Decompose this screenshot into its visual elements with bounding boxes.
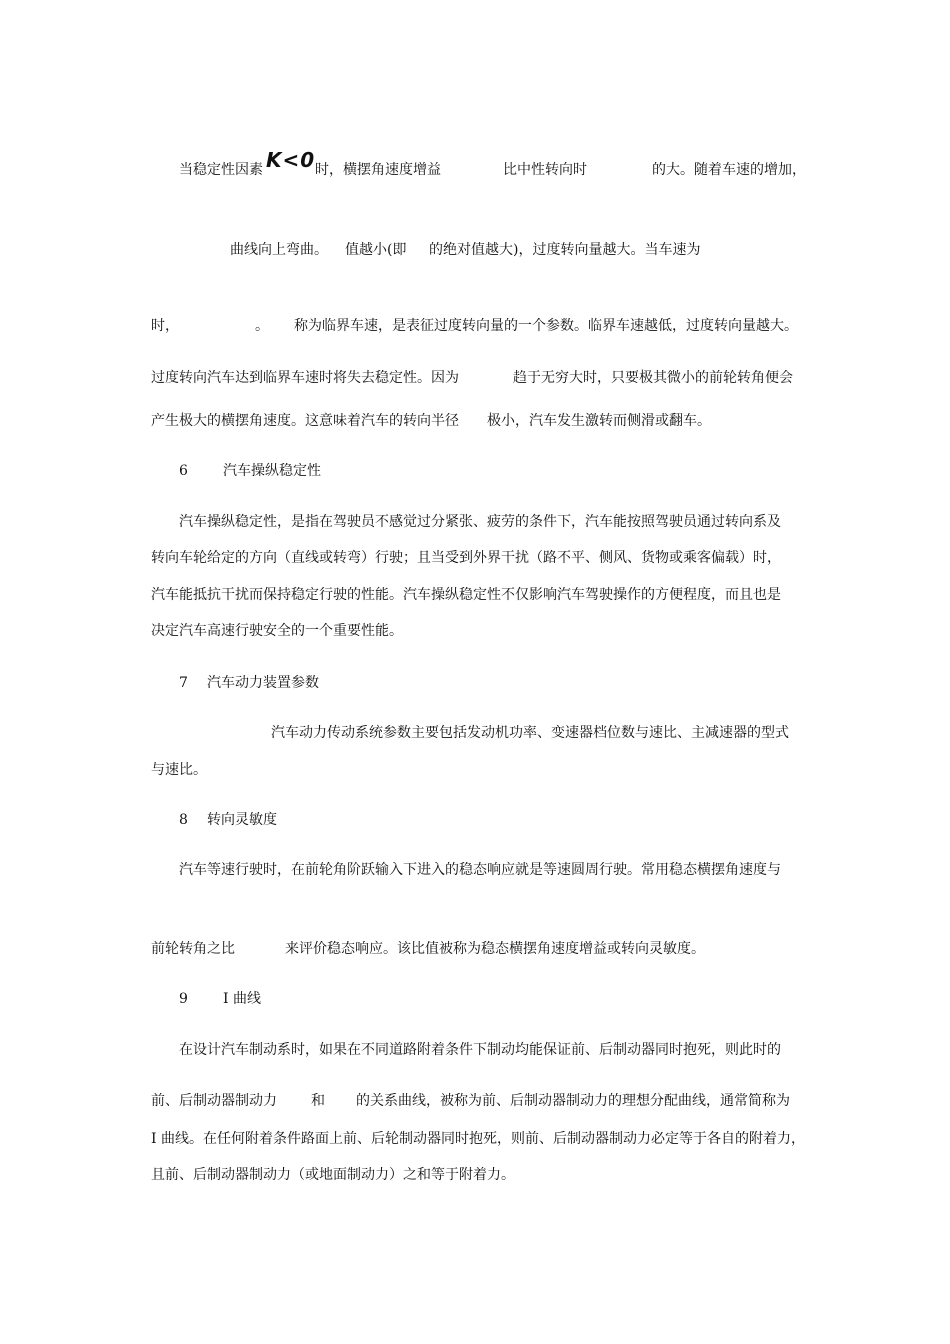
section-7-number: 7: [179, 675, 188, 691]
section-7-title: 汽车动力装置参数: [207, 675, 319, 691]
p1-line1-part1: 当稳定性因素: [179, 162, 263, 178]
section-9-line2-part3: 的关系曲线，被称为前、后制动器制动力的理想分配曲线，通常简称为: [356, 1093, 790, 1109]
section-9-line2-part1: 前、后制动器制动力: [151, 1093, 277, 1109]
section-7-line2: 与速比。: [151, 762, 207, 778]
section-9-line3: I 曲线。在任何附着条件路面上前、后轮制动器同时抱死，则前、后制动器制动力必定等于各自的附着力，: [151, 1131, 805, 1147]
p1-line4-part2: 趋于无穷大时，只要极其微小的前轮转角便会: [513, 370, 793, 386]
stability-factor-formula: K<0: [266, 148, 316, 172]
section-9-number: 9: [179, 991, 188, 1007]
p1-line1-part4: 的大。随着车速的增加，: [652, 162, 806, 178]
section-7-line1: 汽车动力传动系统参数主要包括发动机功率、变速器档位数与速比、主减速器的型式: [271, 725, 789, 741]
p1-line5-part2: 极小，汽车发生激转而侧滑或翻车。: [487, 413, 711, 429]
section-9-line1: 在设计汽车制动系时，如果在不同道路附着条件下制动均能保证前、后制动器同时抱死，则此时的: [179, 1042, 781, 1058]
section-6-line4: 决定汽车高速行驶安全的一个重要性能。: [151, 623, 403, 639]
section-8-title: 转向灵敏度: [207, 812, 277, 828]
section-6-number: 6: [179, 463, 188, 479]
section-8-number: 8: [179, 812, 188, 828]
section-9-line4: 且前、后制动器制动力（或地面制动力）之和等于附着力。: [151, 1167, 515, 1183]
p1-line5-part1: 产生极大的横摆角速度。这意味着汽车的转向半径: [151, 413, 459, 429]
section-8-line1: 汽车等速行驶时，在前轮角阶跃输入下进入的稳态响应就是等速圆周行驶。常用稳态横摆角速度与: [179, 862, 781, 878]
p1-line3-part3: 称为临界车速，是表征过度转向量的一个参数。临界车速越低，过度转向量越大。: [294, 318, 798, 334]
p1-line3-part1: 时，: [151, 318, 179, 334]
section-6-line1: 汽车操纵稳定性，是指在驾驶员不感觉过分紧张、疲劳的条件下，汽车能按照驾驶员通过转向系及: [179, 514, 781, 530]
p1-line2-part3: 的绝对值越大)，过度转向量越大。当车速为: [429, 242, 701, 258]
section-8-line2-part2: 来评价稳态响应。该比值被称为稳态横摆角速度增益或转向灵敏度。: [285, 941, 705, 957]
p1-line4-part1: 过度转向汽车达到临界车速时将失去稳定性。因为: [151, 370, 459, 386]
p1-line1-part2: 时，横摆角速度增益: [315, 162, 441, 178]
p1-line2-part2: 值越小(即: [345, 242, 407, 258]
p1-line3-part2: 。: [255, 318, 269, 334]
section-9-line2-part2: 和: [311, 1093, 325, 1109]
section-6-line3: 汽车能抵抗干扰而保持稳定行驶的性能。汽车操纵稳定性不仅影响汽车驾驶操作的方便程度，而且也是: [151, 587, 781, 603]
section-6-line2: 转向车轮给定的方向（直线或转弯）行驶；且当受到外界干扰（路不平、侧风、货物或乘客偏载）时，: [151, 550, 781, 566]
section-6-title: 汽车操纵稳定性: [223, 463, 321, 479]
p1-line2-part1: 曲线向上弯曲。: [230, 242, 328, 258]
section-9-title: I 曲线: [223, 991, 261, 1007]
section-8-line2-part1: 前轮转角之比: [151, 941, 235, 957]
p1-line1-part3: 比中性转向时: [503, 162, 587, 178]
